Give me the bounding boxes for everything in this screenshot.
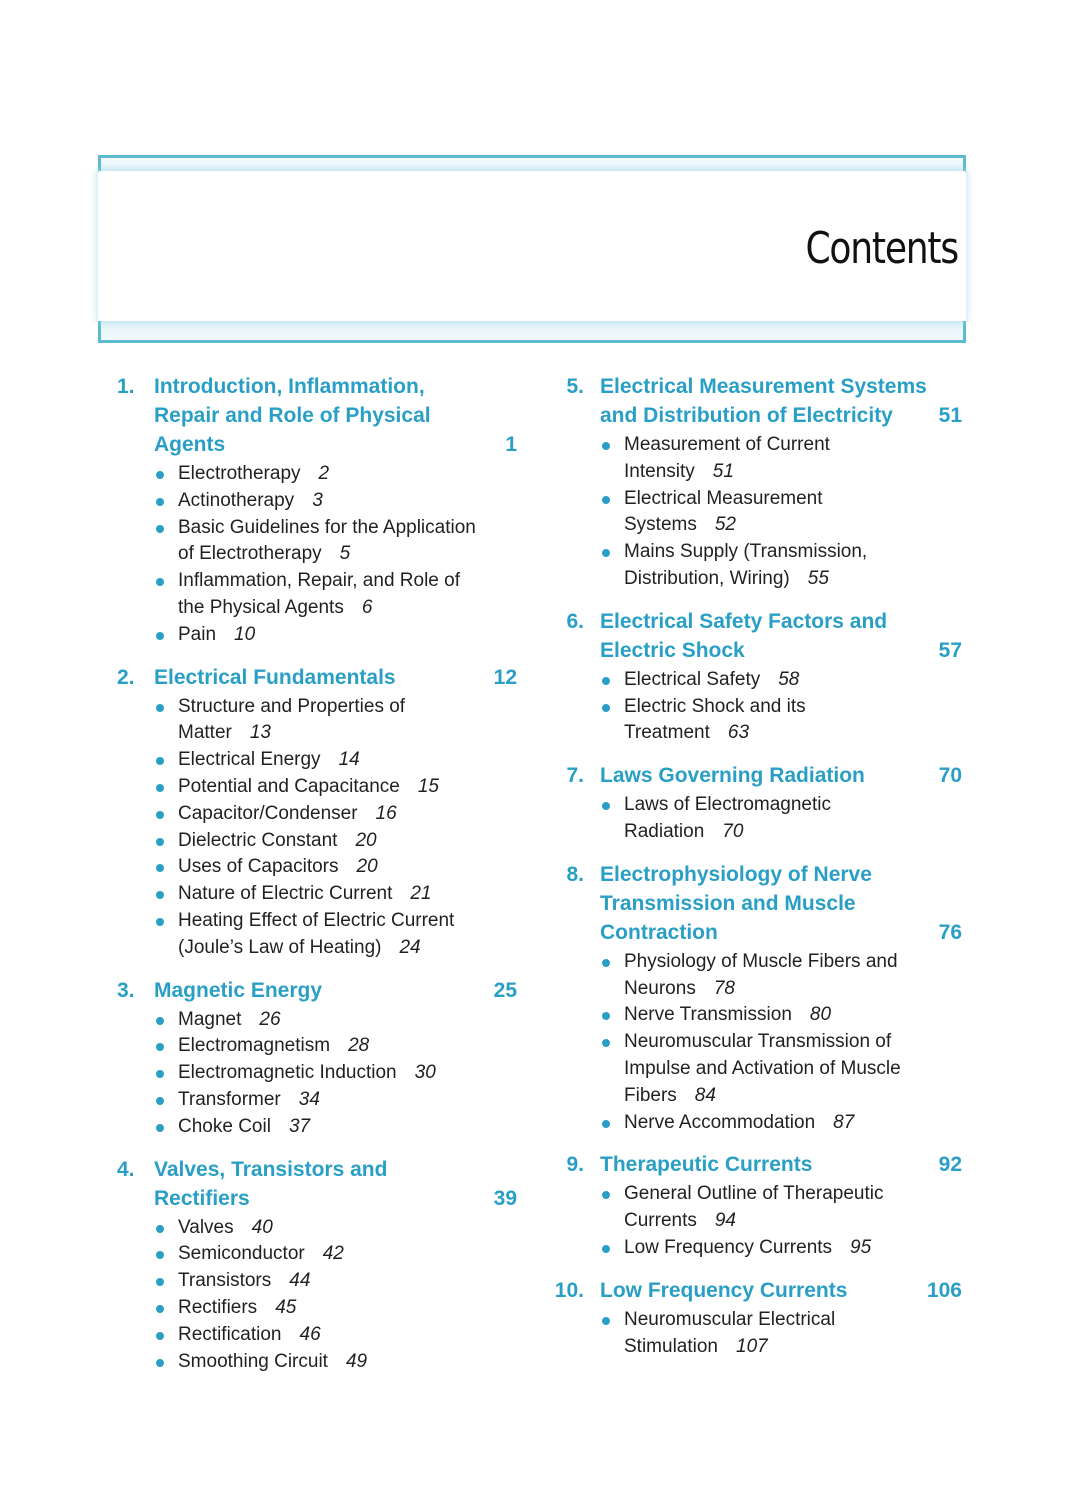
- bullet-icon: [602, 442, 610, 450]
- topic-page-number: 20: [356, 856, 378, 878]
- chapter-title[interactable]: Therapeutic Currents: [600, 1153, 813, 1177]
- bullet-icon: [602, 802, 610, 810]
- toc-topic[interactable]: [600, 792, 934, 846]
- topic-page-number: 84: [694, 1084, 716, 1106]
- topic-list: [550, 1181, 970, 1261]
- chapter-number: 9.: [566, 1153, 584, 1177]
- topic-list: [550, 667, 970, 747]
- chapter-number: 10.: [554, 1278, 584, 1302]
- toc-chapter[interactable]: [550, 860, 970, 1137]
- toc-topic[interactable]: [154, 1322, 488, 1349]
- bullet-icon: [602, 959, 610, 967]
- toc-topic[interactable]: [154, 1215, 488, 1242]
- bullet-icon: [156, 864, 164, 872]
- topic-list: [550, 1307, 970, 1361]
- chapter-heading[interactable]: [550, 1150, 970, 1179]
- chapter-page-number: 39: [493, 1186, 517, 1210]
- topic-title[interactable]: Low Frequency Currents: [624, 1236, 833, 1258]
- chapter-heading[interactable]: [550, 607, 970, 665]
- bullet-icon: [156, 498, 164, 506]
- topic-title[interactable]: Measurement of Current Intensity: [624, 434, 830, 482]
- contents-header-frame: [98, 155, 966, 343]
- topic-page-number: 40: [251, 1216, 273, 1238]
- topic-title[interactable]: Electromagnetic Induction: [178, 1062, 397, 1084]
- topic-title[interactable]: Neuromuscular Transmission of Impulse and Activation of Muscle Fibers: [624, 1031, 901, 1106]
- page-title: Contents: [805, 223, 958, 274]
- toc-topic[interactable]: [154, 774, 488, 801]
- topic-page-number: 37: [288, 1115, 311, 1137]
- topic-title[interactable]: Magnet: [178, 1008, 242, 1030]
- chapter-number: 6.: [566, 609, 584, 633]
- topic-page-number: 78: [713, 977, 735, 999]
- topic-title[interactable]: Basic Guidelines for the Application of Electrotherapy: [178, 516, 476, 565]
- bullet-icon: [602, 1245, 610, 1253]
- topic-page-number: 51: [712, 460, 734, 482]
- bullet-icon: [602, 704, 610, 712]
- chapter-heading[interactable]: [550, 1276, 970, 1305]
- bullet-icon: [156, 757, 164, 765]
- chapter-page-number: 70: [938, 764, 962, 788]
- toc-topic[interactable]: [600, 949, 934, 1003]
- topic-page-number: 5: [339, 543, 351, 565]
- toc-topic[interactable]: [600, 486, 934, 540]
- topic-title[interactable]: Electromagnetism: [178, 1035, 331, 1057]
- topic-title[interactable]: Structure and Properties of Matter: [178, 695, 406, 744]
- topic-page-number: 52: [714, 514, 736, 536]
- toc-topic[interactable]: [154, 1241, 488, 1268]
- topic-title[interactable]: Transistors: [178, 1270, 272, 1292]
- topic-list: [117, 1215, 537, 1376]
- toc-topic[interactable]: [154, 694, 488, 748]
- topic-list: [550, 949, 970, 1137]
- topic-title[interactable]: Actinotherapy: [178, 489, 295, 511]
- toc-topic[interactable]: [600, 1307, 934, 1361]
- toc-chapter[interactable]: [117, 1155, 537, 1376]
- topic-title[interactable]: Rectifiers: [178, 1296, 258, 1318]
- chapter-title[interactable]: Low Frequency Currents: [600, 1278, 848, 1302]
- topic-page-number: 2: [318, 463, 330, 484]
- toc-chapter[interactable]: [550, 607, 970, 747]
- chapter-title[interactable]: Introduction, Inflammation, Repair and Role of Physical Agents: [154, 375, 431, 456]
- bullet-icon: [156, 1097, 164, 1105]
- toc-topic[interactable]: [154, 488, 488, 515]
- chapter-page-number: 51: [938, 404, 962, 427]
- topic-list: [117, 461, 537, 649]
- toc-topic[interactable]: [154, 854, 488, 881]
- topic-page-number: 87: [833, 1111, 855, 1133]
- topic-title[interactable]: Nature of Electric Current: [178, 883, 393, 905]
- toc-column-right: [550, 372, 970, 1374]
- toc-topic[interactable]: [154, 1295, 488, 1322]
- bullet-icon: [602, 1120, 610, 1128]
- bullet-icon: [156, 1305, 164, 1313]
- toc-topic[interactable]: [600, 667, 934, 694]
- toc-topic[interactable]: [600, 1181, 934, 1235]
- topic-title[interactable]: Mains Supply (Transmission, Distribution, Wiring): [624, 541, 868, 589]
- toc-topic[interactable]: [154, 568, 488, 622]
- chapter-number: 7.: [566, 764, 584, 788]
- bullet-icon: [156, 1043, 164, 1051]
- chapter-number: 2.: [117, 665, 135, 689]
- chapter-title[interactable]: Laws Governing Radiation: [600, 764, 865, 788]
- toc-topic[interactable]: [600, 1029, 934, 1109]
- topic-page-number: 94: [714, 1210, 736, 1232]
- topic-page-number: 24: [399, 936, 421, 958]
- chapter-page-number: 25: [493, 978, 517, 1002]
- toc-column-left: [117, 372, 537, 1389]
- topic-title[interactable]: Electrotherapy: [178, 463, 301, 484]
- topic-list: [550, 432, 970, 593]
- chapter-number: 3.: [117, 978, 135, 1002]
- topic-title[interactable]: Physiology of Muscle Fibers and Neurons: [624, 950, 898, 999]
- chapter-page-number: 92: [938, 1153, 962, 1177]
- toc-topic[interactable]: [154, 515, 488, 569]
- chapter-heading[interactable]: [550, 372, 970, 430]
- chapter-title[interactable]: Valves, Transistors and Rectifiers: [154, 1157, 388, 1210]
- topic-title[interactable]: Semiconductor: [178, 1243, 305, 1265]
- topic-title[interactable]: Valves: [178, 1216, 234, 1238]
- toc-chapter[interactable]: [550, 761, 970, 846]
- topic-page-number: 26: [259, 1008, 281, 1030]
- toc-topic[interactable]: [600, 1002, 934, 1029]
- bullet-icon: [156, 918, 164, 926]
- chapter-heading[interactable]: [117, 1155, 537, 1213]
- topic-page-number: 46: [299, 1323, 321, 1345]
- toc-chapter[interactable]: [117, 976, 537, 1141]
- bullet-icon: [602, 1012, 610, 1020]
- bullet-icon: [156, 578, 164, 586]
- chapter-page-number: 57: [938, 638, 962, 662]
- topic-title[interactable]: Neuromuscular Electrical Stimulation: [624, 1308, 836, 1357]
- toc-topic[interactable]: [154, 801, 488, 828]
- topic-list: [550, 792, 970, 846]
- topic-title[interactable]: Electrical Measurement Systems: [624, 487, 823, 536]
- topic-title[interactable]: Nerve Accommodation: [624, 1111, 816, 1133]
- chapter-title[interactable]: Magnetic Energy: [154, 978, 323, 1002]
- toc-topic[interactable]: [600, 1235, 934, 1262]
- topic-title[interactable]: Choke Coil: [178, 1115, 271, 1137]
- toc-topic[interactable]: [154, 747, 488, 774]
- topic-page-number: 13: [249, 722, 271, 744]
- chapter-title[interactable]: Electrophysiology of Nerve Transmission and Muscle Contraction: [600, 862, 872, 944]
- topic-page-number: 44: [289, 1270, 311, 1292]
- chapter-page-number: 106: [926, 1278, 962, 1302]
- toc-topic[interactable]: [154, 881, 488, 908]
- toc-topic[interactable]: [600, 539, 934, 593]
- topic-title[interactable]: Potential and Capacitance: [178, 775, 400, 797]
- topic-title[interactable]: Electrical Energy: [178, 749, 321, 771]
- topic-page-number: 42: [322, 1243, 344, 1265]
- toc-topic[interactable]: [154, 461, 488, 488]
- topic-page-number: 63: [727, 722, 750, 744]
- chapter-heading[interactable]: [550, 761, 970, 790]
- bullet-icon: [602, 1039, 610, 1047]
- chapter-heading[interactable]: [550, 860, 970, 947]
- bullet-icon: [156, 1070, 164, 1078]
- bullet-icon: [156, 1332, 164, 1340]
- topic-title[interactable]: Electric Shock and its Treatment: [624, 695, 806, 744]
- chapter-heading[interactable]: [117, 372, 537, 459]
- chapter-number: 8.: [566, 862, 584, 886]
- bullet-icon: [156, 811, 164, 819]
- topic-title[interactable]: Transformer: [178, 1088, 281, 1110]
- toc-topic[interactable]: [154, 1268, 488, 1295]
- chapter-title[interactable]: Electrical Fundamentals: [154, 665, 396, 689]
- topic-page-number: 45: [275, 1296, 297, 1318]
- toc-topic[interactable]: [600, 694, 934, 748]
- toc-chapter[interactable]: [550, 1276, 970, 1361]
- topic-page-number: 58: [778, 668, 800, 690]
- topic-title[interactable]: Rectification: [178, 1323, 282, 1345]
- topic-title[interactable]: Smoothing Circuit: [178, 1350, 328, 1372]
- bullet-icon: [156, 1359, 164, 1367]
- frame-bottom-bar: [98, 321, 966, 343]
- toc-topic[interactable]: [154, 908, 488, 962]
- bullet-icon: [156, 1251, 164, 1259]
- bullet-icon: [156, 704, 164, 712]
- toc-topic[interactable]: [600, 432, 934, 486]
- bullet-icon: [156, 784, 164, 792]
- bullet-icon: [602, 1317, 610, 1325]
- topic-list: [117, 1007, 537, 1141]
- bullet-icon: [602, 549, 610, 557]
- topic-page-number: 55: [807, 567, 829, 589]
- topic-page-number: 107: [736, 1335, 768, 1357]
- title-box: [98, 171, 966, 321]
- bullet-icon: [156, 838, 164, 846]
- topic-title[interactable]: General Outline of Therapeutic Currents: [624, 1183, 884, 1232]
- bullet-icon: [156, 632, 164, 640]
- topic-title[interactable]: Dielectric Constant: [178, 829, 338, 851]
- chapter-page-number: 12: [493, 665, 517, 689]
- topic-page-number: 10: [234, 623, 256, 645]
- bullet-icon: [602, 677, 610, 685]
- toc-topic[interactable]: [154, 1007, 488, 1034]
- toc-topic[interactable]: [154, 1060, 488, 1087]
- topic-page-number: 34: [298, 1088, 320, 1110]
- toc-topic[interactable]: [154, 828, 488, 855]
- topic-page-number: 70: [722, 820, 744, 842]
- bullet-icon: [156, 1225, 164, 1233]
- chapter-title[interactable]: Electrical Measurement Systems and Distribution of Electricity: [600, 375, 927, 427]
- toc-topic[interactable]: [154, 1349, 488, 1376]
- topic-page-number: 30: [414, 1062, 436, 1084]
- topic-title[interactable]: Capacitor/Condenser: [178, 802, 358, 824]
- toc-topic[interactable]: [154, 1033, 488, 1060]
- topic-page-number: 49: [345, 1350, 368, 1372]
- chapter-number: 5.: [566, 375, 584, 398]
- bullet-icon: [602, 1191, 610, 1199]
- bullet-icon: [156, 1124, 164, 1132]
- topic-page-number: 14: [338, 749, 360, 771]
- topic-page-number: 95: [850, 1236, 872, 1258]
- topic-title[interactable]: Uses of Capacitors: [178, 856, 339, 878]
- chapter-heading[interactable]: [117, 976, 537, 1005]
- chapter-page-number: 1: [505, 433, 517, 456]
- toc-chapter[interactable]: [117, 663, 537, 962]
- chapter-page-number: 76: [938, 920, 962, 944]
- topic-title[interactable]: Laws of Electromagnetic Radiation: [624, 794, 831, 842]
- bullet-icon: [156, 471, 164, 479]
- bullet-icon: [156, 1278, 164, 1286]
- topic-page-number: 16: [375, 802, 397, 824]
- topic-title[interactable]: Nerve Transmission: [624, 1004, 792, 1026]
- bullet-icon: [156, 525, 164, 533]
- bullet-icon: [156, 891, 164, 899]
- toc-topic[interactable]: [154, 1114, 488, 1141]
- topic-title[interactable]: Pain: [178, 623, 217, 645]
- chapter-title[interactable]: Electrical Safety Factors and Electric Shock: [600, 609, 888, 662]
- topic-title[interactable]: Heating Effect of Electric Current (Joule’s Law of Heating): [178, 909, 455, 958]
- topic-title[interactable]: Inflammation, Repair, and Role of the Physical Agents: [178, 570, 460, 618]
- bullet-icon: [602, 496, 610, 504]
- topic-page-number: 28: [348, 1035, 370, 1057]
- topic-list: [117, 694, 537, 962]
- toc-chapter[interactable]: [550, 1150, 970, 1261]
- topic-page-number: 80: [809, 1004, 832, 1026]
- toc-chapter[interactable]: [550, 372, 970, 593]
- bullet-icon: [156, 1017, 164, 1025]
- topic-page-number: 20: [355, 829, 377, 851]
- topic-page-number: 6: [361, 596, 373, 618]
- toc-topic[interactable]: [154, 622, 488, 649]
- topic-page-number: 21: [410, 883, 432, 905]
- toc-topic[interactable]: [600, 1110, 934, 1137]
- chapter-number: 1.: [117, 375, 135, 398]
- toc-topic[interactable]: [154, 1087, 488, 1114]
- topic-page-number: 3: [312, 489, 323, 511]
- topic-page-number: 15: [417, 775, 439, 797]
- chapter-heading[interactable]: [117, 663, 537, 692]
- topic-title[interactable]: Electrical Safety: [624, 668, 761, 690]
- toc-chapter[interactable]: [117, 372, 537, 649]
- chapter-number: 4.: [117, 1157, 135, 1181]
